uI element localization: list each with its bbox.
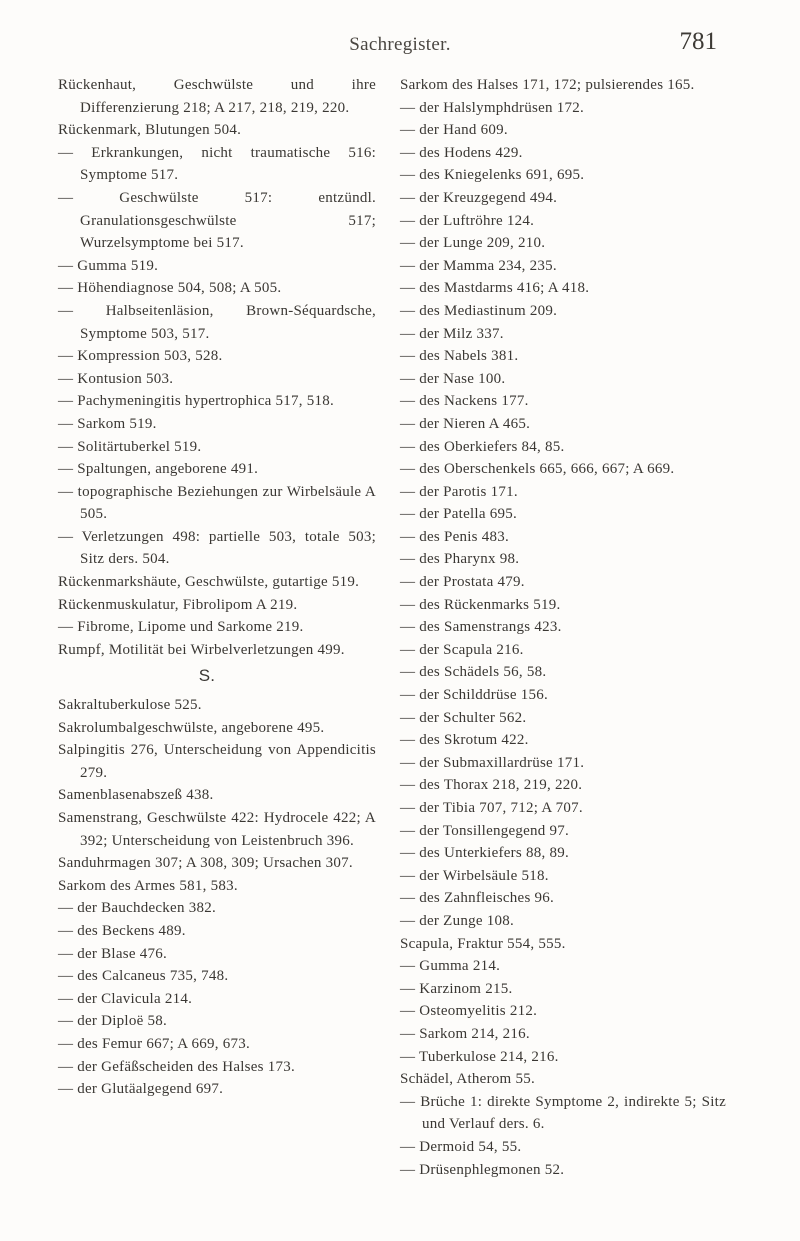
index-entry: — des Nabels 381. [400,348,519,365]
index-entry: — des Mediastinum 209. [400,302,558,319]
index-entry: — des Mastdarms 416; A 418. [400,280,590,297]
page-number: 781 [679,28,717,55]
index-entry: — der Zunge 108. [400,912,514,929]
index-entry: — des Pharynx 98. [400,551,520,568]
index-entry: — des Thorax 218, 219, 220. [400,777,583,794]
index-entry: — Geschwülste 517: entzündl. Granulationsgeschwülste 517; Wurzelsymptome bei 517. [58,189,376,252]
index-entry: — der Bauchdecken 382. [58,900,216,917]
index-entry: Samenblasenabszeß 438. [58,787,214,804]
index-entry: Sakrolumbalgeschwülste, angeborene 495. [58,719,325,736]
index-entry: — Sarkom 214, 216. [400,1025,530,1042]
index-entry: — des Oberschenkels 665, 666, 667; A 669. [400,461,675,478]
index-entry: — des Rückenmarks 519. [400,596,561,613]
section-letter-s: S. [198,666,216,686]
index-entry: — des Schädels 56, 58. [400,664,547,681]
index-entry: Scapula, Fraktur 554, 555. [400,935,566,952]
index-entry: — Osteomyelitis 212. [400,1003,538,1020]
index-entry: — der Gefäßscheiden des Halses 173. [58,1058,296,1075]
index-entry: — Solitärtuberkel 519. [58,438,202,455]
index-entry: Salpingitis 276, Unterscheidung von Appendicitis 279. [58,742,376,781]
index-entry: Rückenmarkshäute, Geschwülste, gutartige 519. [58,574,360,591]
left-column [58,74,376,1101]
index-entry: — des Unterkiefers 88, 89. [400,845,569,862]
index-entry: — der Submaxillardrüse 171. [400,754,585,771]
right-column [400,74,726,1181]
index-entry: — der Prostata 479. [400,574,525,591]
index-entry: — der Scapula 216. [400,641,524,658]
running-title: Sachregister. [349,34,451,55]
index-entry: — der Halslymphdrüsen 172. [400,99,584,116]
index-entry: — des Kniegelenks 691, 695. [400,167,585,184]
index-entry: — Fibrome, Lipome und Sarkome 219. [58,619,304,636]
index-entry: — der Glutäalgegend 697. [58,1081,224,1098]
index-entry: — Kompression 503, 528. [58,348,223,365]
index-entry: — Erkrankungen, nicht traumatische 516: Symptome 517. [58,144,376,184]
index-entry: Sarkom des Armes 581, 583. [58,877,238,894]
index-entry: — des Nackens 177. [400,393,529,410]
index-entry: — Verletzungen 498: partielle 503, totale 503; Sitz ders. 504. [58,528,376,568]
index-entry: — topographische Beziehungen zur Wirbelsäule A 505. [58,483,376,523]
index-entry: Schädel, Atherom 55. [400,1071,535,1088]
index-entry: Sarkom des Halses 171, 172; pulsierendes 165. [400,77,695,93]
index-entry: — der Nase 100. [400,370,506,387]
index-entry: — Höhendiagnose 504, 508; A 505. [58,280,282,297]
index-entry: Rückenmuskulatur, Fibrolipom A 219. [58,596,298,613]
index-entry: — der Kreuzgegend 494. [400,189,558,206]
index-entry: Rumpf, Motilität bei Wirbelverletzungen 499. [58,641,345,658]
left-entries-s [58,694,376,1101]
index-entry: — Spaltungen, angeborene 491. [58,461,259,478]
index-entry: — der Hand 609. [400,122,508,139]
index-entry: — der Lunge 209, 210. [400,235,546,252]
index-entry: — Gumma 519. [58,257,159,274]
index-entry: — des Oberkiefers 84, 85. [400,438,565,455]
index-entry: Rückenmark, Blutungen 504. [58,122,242,139]
index-entry: — der Luftröhre 124. [400,212,535,229]
index-entry: — des Femur 667; A 669, 673. [58,1035,251,1052]
index-entry: Rückenhaut, Geschwülste und ihre Differenzierung 218; A 217, 218, 219, 220. [58,77,376,116]
index-entry: — der Schulter 562. [400,709,527,726]
index-entry: — der Tibia 707, 712; A 707. [400,800,583,816]
index-entry: Sakraltuberkulose 525. [58,697,202,714]
index-entry: — der Parotis 171. [400,483,518,500]
index-entry: — des Zahnfleisches 96. [400,890,555,907]
index-entry: — der Schilddrüse 156. [400,687,548,704]
index-entry: — Tuberkulose 214, 216. [400,1048,559,1065]
index-entry: — Halbseitenläsion, Brown-Séquardsche, Symptome 503, 517. [58,302,376,342]
index-entry: — des Hodens 429. [400,144,523,161]
index-entry: — der Wirbelsäule 518. [400,867,549,884]
index-entry: — Gumma 214. [400,958,501,975]
index-entry: — des Calcaneus 735, 748. [58,968,229,985]
index-entry: — Pachymeningitis hypertrophica 517, 518. [58,393,335,410]
index-entry: — der Tonsillengegend 97. [400,822,570,839]
index-entry: — Sarkom 519. [58,415,157,432]
index-entry: — Karzinom 215. [400,980,513,997]
index-entry: Sanduhrmagen 307; A 308, 309; Ursachen 307. [58,855,353,872]
index-entry: — des Samenstrangs 423. [400,619,562,636]
index-entry: — des Skrotum 422. [400,732,529,749]
index-entry: — Brüche 1: direkte Symptome 2, indirekte 5; Sitz und Verlauf ders. 6. [400,1093,726,1133]
index-entry: — der Clavicula 214. [58,990,193,1007]
index-entry: — des Penis 483. [400,528,509,545]
page-header [0,28,800,68]
index-entry: — der Diploë 58. [58,1013,167,1030]
index-entry: — der Nieren A 465. [400,415,531,432]
right-entries [400,74,726,1181]
left-entries-r [58,74,376,661]
index-entry: — Dermoid 54, 55. [400,1138,522,1155]
index-entry: — des Beckens 489. [58,922,186,939]
index-entry: — der Milz 337. [400,325,504,342]
index-entry: — Drüsenphlegmonen 52. [400,1161,565,1178]
index-entry: — der Patella 695. [400,506,517,523]
index-entry: — der Mamma 234, 235. [400,257,557,274]
index-entry: — Kontusion 503. [58,370,174,387]
index-entry: — der Blase 476. [58,945,167,962]
index-entry: Samenstrang, Geschwülste 422: Hydrocele 422; A 392; Unterscheidung von Leistenbruch 396. [58,810,376,849]
